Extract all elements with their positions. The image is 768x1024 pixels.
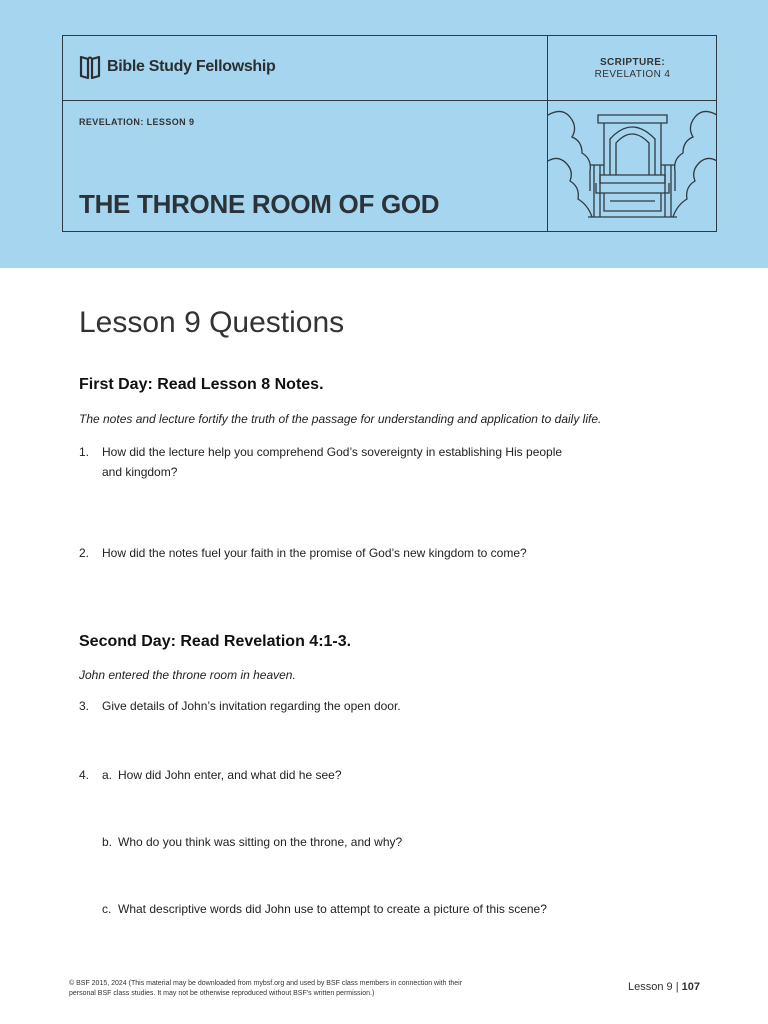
- page-heading: Lesson 9 Questions: [79, 306, 345, 339]
- series-label: REVELATION: LESSON 9: [79, 117, 195, 127]
- scripture-label: SCRIPTURE:: [599, 57, 666, 68]
- footer-separator: |: [675, 981, 679, 993]
- brand-name: Bible Study Fellowship: [107, 58, 276, 75]
- day-title: Second Day: Read Revelation 4:1-3.: [79, 633, 352, 650]
- subquestion-text: How did John enter, and what did he see?: [118, 768, 342, 782]
- subquestion-label: a.: [102, 768, 113, 782]
- lesson-title: THE THRONE ROOM OF GOD: [79, 189, 440, 219]
- throne-illustration: [548, 101, 717, 231]
- question-text: How did the lecture help you comprehend God’s sovereignty in establishing His people and kingdom?: [102, 445, 563, 479]
- day-intro: John entered the throne room in heaven.: [79, 668, 296, 682]
- scripture-reference: REVELATION 4: [594, 69, 671, 80]
- book-logo-icon: [79, 54, 101, 80]
- question-number: 3.: [79, 699, 90, 713]
- subquestion-text: Who do you think was sitting on the throne, and why?: [118, 835, 403, 849]
- question-number: 2.: [79, 546, 90, 560]
- question-number: 1.: [79, 445, 90, 459]
- brand-logo: [79, 54, 276, 80]
- question-text: Give details of John’s invitation regarding the open door.: [102, 699, 401, 713]
- day-title: First Day: Read Lesson 8 Notes.: [79, 376, 324, 393]
- question-number: 4.: [79, 768, 90, 782]
- copyright-notice: © BSF 2015, 2024 (This material may be downloaded from mybsf.org and used by BSF class members in connection with their personal BSF class studies. It may not be otherwise reproduced without BSF’s written permission.): [69, 980, 463, 997]
- subquestion-label: c.: [102, 902, 112, 916]
- page-footer: [628, 981, 700, 993]
- question-text: How did the notes fuel your faith in the promise of God’s new kingdom to come?: [102, 546, 527, 560]
- day-intro: The notes and lecture fortify the truth of the passage for understanding and application to daily life.: [79, 412, 602, 426]
- page-number: 107: [681, 981, 700, 993]
- lesson-label: Lesson 9: [628, 981, 673, 993]
- subquestion-label: b.: [102, 835, 113, 849]
- subquestion-text: What descriptive words did John use to attempt to create a picture of this scene?: [118, 902, 547, 916]
